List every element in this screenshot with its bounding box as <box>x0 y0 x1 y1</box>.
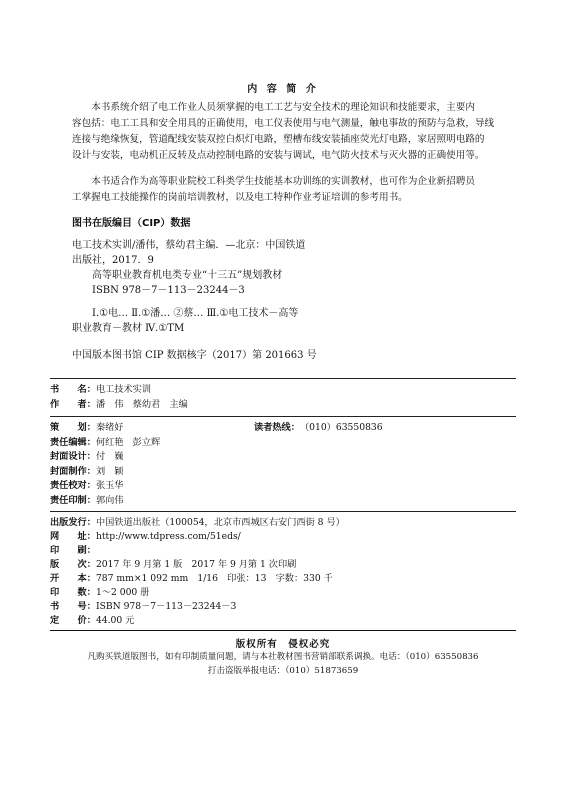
row-value: 何红艳 彭立辉 <box>95 436 161 448</box>
publication-row <box>50 516 345 530</box>
cip-entry-line: 电工技术实训/潘伟，蔡幼君主编．—北京：中国铁道 <box>72 240 306 251</box>
piracy-hotline: 打击盗版举报电话：（010）51873659 <box>207 666 359 676</box>
publication-row <box>50 614 134 628</box>
intro-line: 本书系统介绍了电工作业人员须掌握的电工工艺与安全技术的理论知识和技能要求，主要内 <box>91 102 475 113</box>
row-label: 责任校对： <box>50 480 96 491</box>
row-value: 刘 颖 <box>95 465 124 477</box>
cip-entry-line: 出版社，2017．9 <box>72 255 154 266</box>
row-value: 44.00 元 <box>95 615 135 626</box>
cip-entry-line: ISBN 978－7－113－23244－3 <box>92 285 245 296</box>
row-label: 印 数： <box>50 587 96 598</box>
cip-entry-line: 高等职业教育机电类专业“十三五”规划教材 <box>92 270 283 281</box>
row-value: 电工技术实训 <box>95 384 152 395</box>
row-value: 郭向伟 <box>95 494 124 506</box>
intro-paragraph-2 <box>72 174 502 206</box>
row-value: 787 mm×1 092 mm 1/16 印张：13 字数：330 千 <box>95 573 333 584</box>
row-value: 1～2 000 册 <box>95 587 150 598</box>
row-value: 2017 年 9 月第 1 版 2017 年 9 月第 1 次印刷 <box>95 559 297 570</box>
row-label: 开 本： <box>50 573 96 584</box>
row-label: 封面制作： <box>50 465 96 477</box>
publication-row <box>50 558 296 572</box>
cip-number-line: 中国版本图书馆 CIP 数据核字（2017）第 201663 号 <box>72 350 317 361</box>
editor-row <box>50 421 124 435</box>
row-label: 责任编辑： <box>50 436 96 448</box>
row-label: 责任印制： <box>50 494 96 506</box>
intro-paragraph-1 <box>72 100 502 164</box>
intro-line: 本书适合作为高等职业院校工科类学生技能基本功训练的实训教材，也可作为企业新招聘员 <box>91 176 475 187</box>
divider-line <box>50 630 516 631</box>
divider-line <box>50 378 516 379</box>
row-label: 封面设计： <box>50 451 96 462</box>
cip-entry <box>72 238 502 298</box>
publication-row <box>50 572 333 586</box>
row-value: ISBN 978－7－113－23244－3 <box>95 601 237 612</box>
row-label: 定 价： <box>50 615 96 626</box>
intro-line: 容包括：电工工具和安全用具的正确使用，电工仪表使用与电气测量，触电事故的预防与急救，导线 <box>72 118 495 129</box>
cip-heading: 图书在版编目（CIP）数据 <box>72 218 191 229</box>
row-value: 张玉华 <box>95 480 124 491</box>
editor-row <box>50 465 124 479</box>
row-value: http://www.tdpress.com/51eds/ <box>95 531 241 542</box>
cip-classification <box>72 306 502 336</box>
book-title-row <box>50 383 151 397</box>
copyright-notice: 版权所有 侵权必究 <box>235 639 331 650</box>
book-author-row <box>50 398 188 412</box>
row-label: 策 划： <box>50 422 96 433</box>
row-label: 作 者： <box>50 399 96 410</box>
row-value: 秦绪好 <box>95 422 124 433</box>
cip-number <box>72 348 502 363</box>
reader-hotline-label: 读者热线： <box>254 422 300 433</box>
row-value: 潘 伟 蔡幼君 主编 <box>95 399 188 410</box>
cip-class-line: 职业教育－教材 Ⅳ.①TM <box>72 323 185 334</box>
divider-line <box>50 416 516 417</box>
row-label: 书 名： <box>50 384 96 395</box>
row-label: 出版发行： <box>50 517 96 528</box>
editor-row <box>50 436 160 450</box>
intro-line: 工掌握电工技能操作的岗前培训教材，以及电工特种作业考证培训的参考用书。 <box>72 192 408 203</box>
editor-row <box>50 494 124 508</box>
row-value: 付 巍 <box>95 451 124 462</box>
editor-row <box>50 479 124 493</box>
reader-hotline <box>254 421 383 435</box>
reader-hotline-value: （010）63550836 <box>299 422 383 433</box>
publication-row <box>50 544 96 558</box>
intro-line: 设计与安装，电动机正反转及点动控制电路的安装与调试，电气防火技术与灭火器的正确使用等。 <box>72 150 485 161</box>
intro-title: 内 容 简 介 <box>247 84 319 95</box>
intro-line: 连接与绝缘恢复，管道配线安装双控白炽灯电路，塑槽布线安装插座荧光灯电路，家居照明电路的 <box>72 134 485 145</box>
row-label: 网 址： <box>50 531 96 542</box>
cip-class-line: Ⅰ.①电… Ⅱ.①潘… ②蔡… Ⅲ.①电工技术－高等 <box>92 308 299 319</box>
publication-row <box>50 600 236 614</box>
publication-row <box>50 586 149 600</box>
row-label: 书 号： <box>50 601 96 612</box>
divider-line <box>50 511 516 512</box>
row-value: 中国铁道出版社（100054，北京市西城区右安门西街 8 号） <box>95 517 345 528</box>
quality-notice: 凡购买铁道版图书，如有印制质量问题，请与本社教材图书营销部联系调换。电话：（010）63550836 <box>87 652 479 662</box>
row-label: 版 次： <box>50 559 96 570</box>
publication-row <box>50 530 241 544</box>
row-label: 印 刷： <box>50 545 96 556</box>
editor-row <box>50 450 124 464</box>
